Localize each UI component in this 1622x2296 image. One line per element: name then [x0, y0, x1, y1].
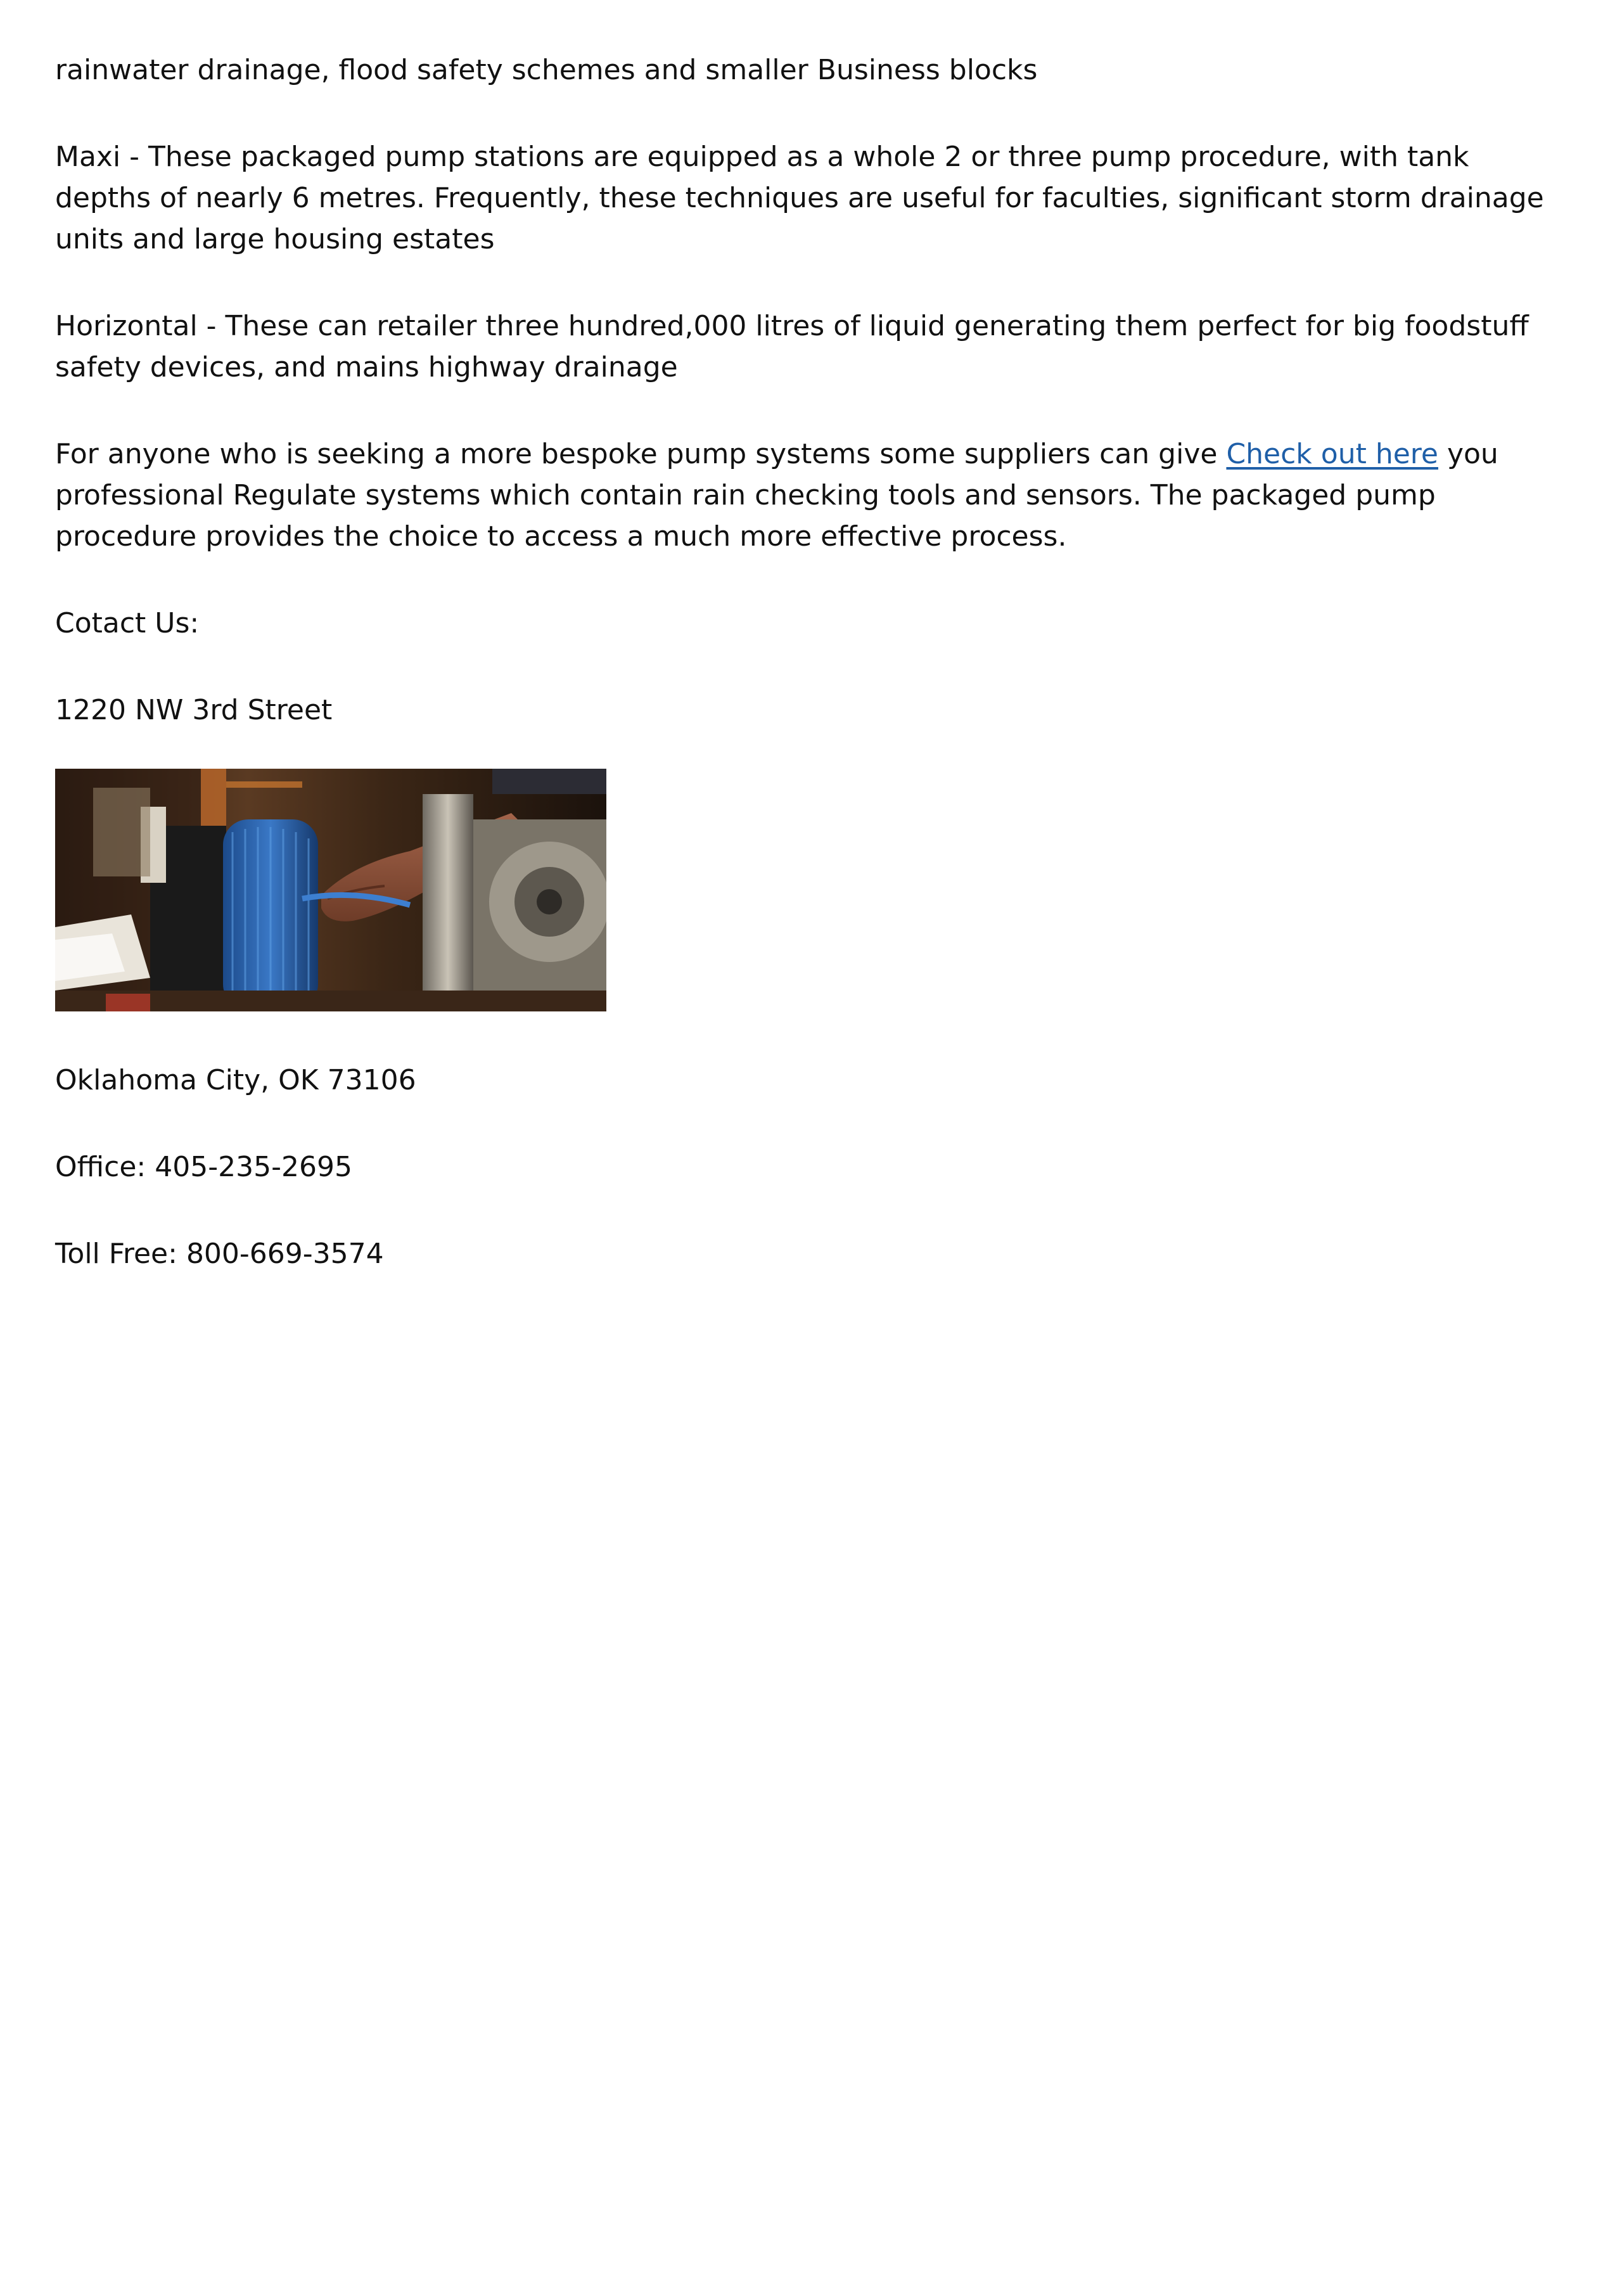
address-city: Oklahoma City, OK 73106	[55, 1064, 416, 1096]
check-out-here-link[interactable]: Check out here	[1226, 438, 1438, 470]
document-body	[55, 49, 1563, 1320]
paragraph-bespoke	[55, 433, 1563, 557]
address-street: 1220 NW 3rd Street	[55, 694, 333, 726]
paragraph-bespoke-start: For anyone who is seeking a more bespoke pump systems some suppliers can give	[55, 438, 1227, 470]
workshop-photo	[55, 769, 606, 1011]
paragraph-rainwater: rainwater drainage, flood safety schemes and smaller Business blocks	[55, 54, 1038, 86]
paragraph-maxi: Maxi - These packaged pump stations are equipped as a whole 2 or three pump procedure, with tank depths of nearly 6 metres. Frequently, these techniques are useful for faculties, significant storm drainage units and large housing estates	[55, 141, 1544, 255]
paragraph-bespoke-end: you professional Regulate systems which contain rain checking tools and sensors. The packaged pump procedure provides the choice to access a much more effective process.	[55, 438, 1498, 553]
workshop-photo-icon	[55, 769, 606, 1011]
paragraph-horizontal: Horizontal - These can retailer three hundred,000 litres of liquid generating them perfect for big foodstuff safety devices, and mains highway drainage	[55, 310, 1529, 383]
toll-free-phone: Toll Free: 800-669-3574	[55, 1238, 384, 1270]
contact-heading: Cotact Us:	[55, 607, 200, 639]
office-phone: Office: 405-235-2695	[55, 1151, 352, 1183]
